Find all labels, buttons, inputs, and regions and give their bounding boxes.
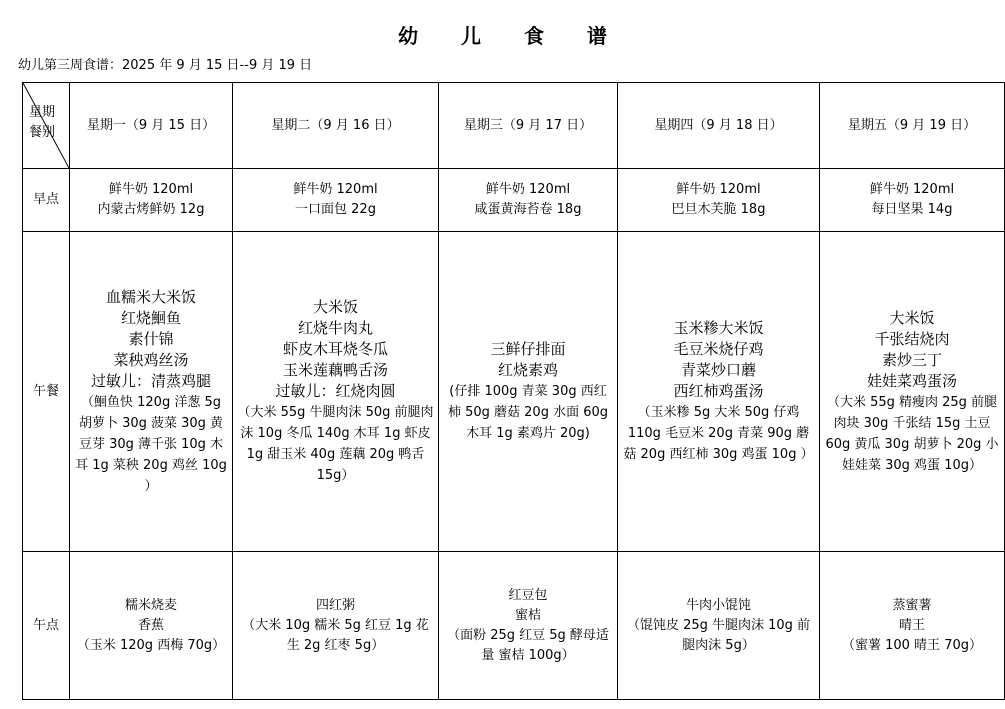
lunch-ingredients: （玉米糁 5g 大米 50g 仔鸡 110g 毛豆米 20g 青菜 90g 蘑菇 20g 西红柿 30g 鸡蛋 10g ） [623, 405, 814, 462]
lunch-dish: 三鲜仔排面 [490, 340, 566, 358]
snack-ingredients: （大米 10g 糯米 5g 红豆 1g 花生 2g 红枣 5g） [242, 617, 429, 653]
breakfast-cell [233, 169, 439, 232]
snack-ingredients: （馄饨皮 25g 牛腿肉沫 10g 前腿肉沫 5g） [626, 617, 811, 653]
breakfast-item: 鲜牛奶 120ml [293, 182, 378, 197]
day-header-fri: 星期五（9 月 19 日） [820, 83, 1005, 169]
snack-item: 香蕉 [137, 617, 164, 633]
lunch-dish: 玉米莲藕鸭舌汤 [282, 361, 388, 379]
breakfast-cell [439, 169, 618, 232]
lunch-ingredients: （鮰鱼快 120g 洋葱 5g 胡萝卜 30g 菠菜 30g 黄豆芽 30g 薄千张 10g 木耳 1g 菜秧 20g 鸡丝 10g ） [75, 394, 227, 494]
lunch-dish: 血糯米大米饭 [105, 287, 196, 306]
lunch-dish: 玉米糁大米饭 [673, 319, 764, 337]
day-header-thu: 星期四（9 月 18 日） [618, 83, 820, 169]
snack-item: 糯米烧麦 [124, 597, 177, 613]
snack-item: 牛肉小馄饨 [685, 597, 751, 613]
lunch-dish: 素什锦 [128, 329, 174, 348]
snack-cell [618, 552, 820, 700]
breakfast-item: 鲜牛奶 120ml [676, 182, 761, 197]
meal-label-lunch: 午餐 [23, 232, 70, 552]
lunch-ingredients: (仔排 100g 青菜 30g 西红柿 50g 蘑菇 20g 水面 60g 木耳 1g 素鸡片 20g) [447, 384, 609, 441]
breakfast-cell [70, 169, 233, 232]
breakfast-item: 鲜牛奶 120ml [869, 182, 955, 197]
lunch-dish: 千张结烧肉 [874, 329, 950, 348]
lunch-dish: 虾皮木耳烧冬瓜 [282, 340, 388, 358]
snack-item: 蜜桔 [514, 607, 541, 623]
snack-ingredients: （蜜薯 100 晴王 70g） [841, 637, 982, 653]
lunch-cell [233, 232, 439, 552]
snack-item: 四红粥 [315, 597, 355, 613]
snack-ingredients: （面粉 25g 红豆 5g 酵母适量 蜜桔 100g） [447, 627, 609, 663]
breakfast-item: 每日坚果 14g [871, 202, 953, 217]
breakfast-cell [618, 169, 820, 232]
snack-item: 晴王 [898, 617, 925, 633]
breakfast-item: 一口面包 22g [295, 202, 376, 217]
lunch-dish: 西红柿鸡蛋汤 [673, 382, 764, 400]
snack-row [23, 552, 1005, 700]
meal-label-snack: 午点 [23, 552, 70, 700]
lunch-dish: 红烧牛肉丸 [297, 319, 373, 337]
lunch-dish: 大米饭 [312, 298, 358, 316]
lunch-cell [618, 232, 820, 552]
snack-ingredients: （玉米 120g 西梅 70g） [76, 637, 226, 653]
breakfast-item: 鲜牛奶 120ml [108, 182, 194, 197]
breakfast-item: 巴旦木芙脆 18g [671, 202, 766, 217]
lunch-row [23, 232, 1005, 552]
lunch-dish: 红烧鮰鱼 [120, 308, 181, 327]
day-header-wed: 星期三（9 月 17 日） [439, 83, 618, 169]
snack-cell [233, 552, 439, 700]
lunch-ingredients: （大米 55g 牛腿肉沫 50g 前腿肉沫 10g 冬瓜 140g 木耳 1g 虾皮 1g 甜玉米 40g 莲藕 20g 鸭舌 15g） [237, 405, 434, 483]
lunch-dish: 毛豆米烧仔鸡 [673, 340, 764, 358]
meal-label-breakfast: 早点 [23, 169, 70, 232]
lunch-dish: 青菜炒口蘑 [680, 361, 756, 379]
lunch-cell [439, 232, 618, 552]
snack-cell [70, 552, 233, 700]
lunch-dish: 素炒三丁 [881, 350, 942, 369]
menu-table [22, 82, 1005, 700]
day-header-mon: 星期一（9 月 15 日） [70, 83, 233, 169]
corner-cell [23, 83, 70, 169]
menu-subtitle: 幼儿第三周食谱：2025 年 9 月 15 日--9 月 19 日 [18, 58, 313, 73]
breakfast-item: 咸蛋黄海苔卷 18g [474, 202, 582, 217]
breakfast-item: 鲜牛奶 120ml [485, 182, 571, 197]
day-header-tue: 星期二（9 月 16 日） [233, 83, 439, 169]
lunch-cell [70, 232, 233, 552]
header-row [23, 83, 1005, 169]
snack-cell [439, 552, 618, 700]
snack-item: 红豆包 [508, 587, 548, 603]
lunch-dish: 娃娃菜鸡蛋汤 [866, 371, 957, 390]
lunch-dish: 大米饭 [889, 308, 935, 327]
corner-label-day: 星期 [29, 105, 56, 120]
lunch-ingredients: （大米 55g 精瘦肉 25g 前腿肉块 30g 千张结 15g 土豆 60g 黄瓜 30g 胡萝卜 20g 小娃娃菜 30g 鸡蛋 10g） [825, 394, 999, 473]
lunch-dish-allergy: 过敏儿：红烧肉圆 [275, 382, 396, 400]
lunch-dish: 红烧素鸡 [497, 361, 558, 379]
lunch-cell [820, 232, 1005, 552]
snack-item: 蒸蜜薯 [892, 597, 932, 613]
page-title: 幼 儿 食 谱 [398, 24, 625, 48]
corner-label-meal: 餐别 [29, 125, 56, 140]
breakfast-cell [820, 169, 1005, 232]
breakfast-item: 内蒙古烤鲜奶 12g [97, 202, 205, 217]
snack-cell [820, 552, 1005, 700]
breakfast-row [23, 169, 1005, 232]
lunch-dish: 菜秧鸡丝汤 [113, 350, 189, 369]
lunch-dish-allergy: 过敏儿：清蒸鸡腿 [90, 371, 211, 390]
